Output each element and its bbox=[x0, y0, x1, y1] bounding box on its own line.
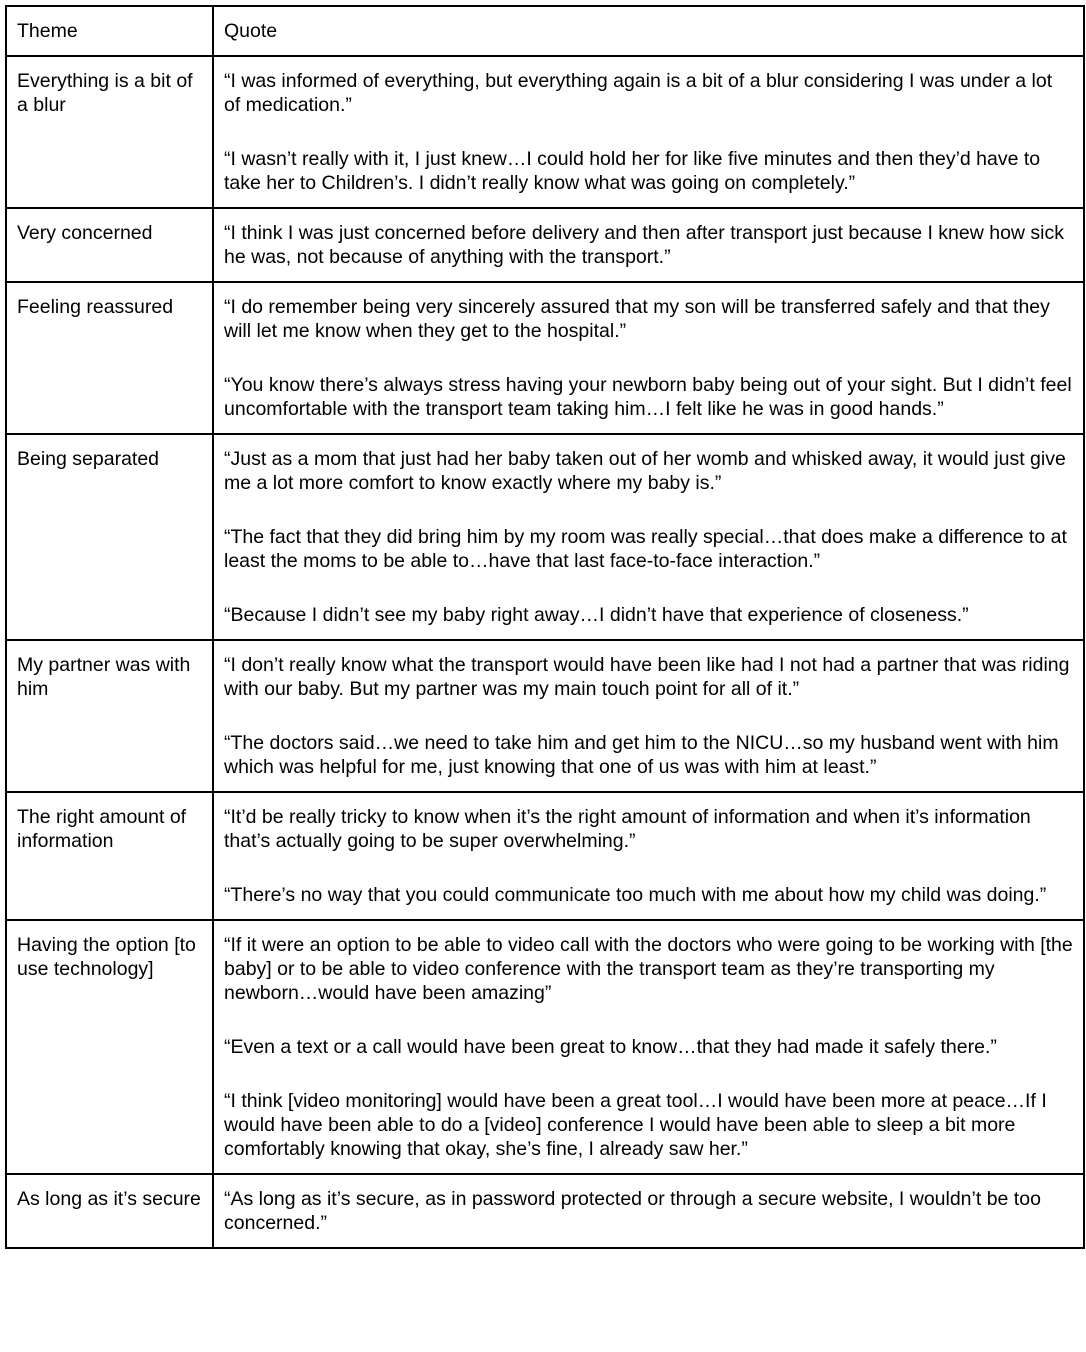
quote-text: “The doctors said…we need to take him and get him to the NICU…so my husband went with him which was helpful for me, just knowing that one of us was with him at least.” bbox=[224, 732, 1059, 778]
table-row bbox=[6, 1174, 1084, 1248]
quote-text: “Even a text or a call would have been great to know…that they had made it safely there.” bbox=[224, 1036, 997, 1058]
quote-text: “I was informed of everything, but everything again is a bit of a blur considering I was under a lot of medication.” bbox=[224, 70, 1053, 116]
quote-text: “You know there’s always stress having your newborn baby being out of your sight. But I didn’t feel uncomfortable with the transport team taking him…I felt like he was in good hands.” bbox=[224, 374, 1072, 420]
quote-cell bbox=[213, 640, 1084, 792]
theme-cell bbox=[6, 1174, 213, 1248]
table-row bbox=[6, 434, 1084, 640]
quote-cell bbox=[213, 1174, 1084, 1248]
header-quote-label: Quote bbox=[224, 20, 278, 42]
table-row bbox=[6, 640, 1084, 792]
theme-cell bbox=[6, 434, 213, 640]
header-theme bbox=[6, 6, 213, 56]
quote-cell bbox=[213, 56, 1084, 208]
quote-cell bbox=[213, 282, 1084, 434]
theme-cell bbox=[6, 920, 213, 1174]
theme-text: Very concerned bbox=[17, 222, 153, 244]
theme-text: Having the option [to use technology] bbox=[17, 934, 196, 980]
header-row bbox=[6, 6, 1084, 56]
header-quote bbox=[213, 6, 1084, 56]
theme-text: My partner was with him bbox=[17, 654, 191, 700]
quote-cell bbox=[213, 920, 1084, 1174]
table-row bbox=[6, 792, 1084, 920]
table-row bbox=[6, 208, 1084, 282]
theme-cell bbox=[6, 282, 213, 434]
header-theme-label: Theme bbox=[17, 20, 78, 42]
theme-text: Everything is a bit of a blur bbox=[17, 70, 193, 116]
themes-quotes-table bbox=[5, 5, 1085, 1249]
quote-text: “I do remember being very sincerely assured that my son will be transferred safely and that they will let me know when they get to the hospital.” bbox=[224, 296, 1050, 342]
quote-text: “If it were an option to be able to video call with the doctors who were going to be working with [the baby] or to be able to video conference with the transport team as they’re transporting my newborn…would have been amazing” bbox=[224, 934, 1073, 1004]
theme-text: The right amount of information bbox=[17, 806, 187, 852]
quote-text: “As long as it’s secure, as in password protected or through a secure website, I wouldn’t be too concerned.” bbox=[224, 1188, 1041, 1234]
themes-quotes-table-container bbox=[5, 5, 1083, 1249]
quote-text: “The fact that they did bring him by my room was really special…that does make a difference to at least the moms to be able to…have that last face-to-face interaction.” bbox=[224, 526, 1067, 572]
quote-text: “I think I was just concerned before delivery and then after transport just because I knew how sick he was, not because of anything with the transport.” bbox=[224, 222, 1065, 268]
quote-text: “I don’t really know what the transport would have been like had I not had a partner that was riding with our baby. But my partner was my main touch point for all of it.” bbox=[224, 654, 1070, 700]
theme-text: Feeling reassured bbox=[17, 296, 174, 318]
theme-cell bbox=[6, 208, 213, 282]
quote-text: “It’d be really tricky to know when it’s the right amount of information and when it’s information that’s actually going to be super overwhelming.” bbox=[224, 806, 1031, 852]
quote-text: “I think [video monitoring] would have been a great tool…I would have been more at peace…If I would have been able to do a [video] conference I would have been able to sleep a bit more comfortably knowing that okay, she’s fine, I already saw her.” bbox=[224, 1090, 1047, 1160]
theme-text: As long as it’s secure bbox=[17, 1188, 201, 1210]
theme-cell bbox=[6, 56, 213, 208]
table-row bbox=[6, 282, 1084, 434]
table-header bbox=[6, 6, 1084, 56]
quote-cell bbox=[213, 792, 1084, 920]
theme-cell bbox=[6, 640, 213, 792]
quote-text: “I wasn’t really with it, I just knew…I could hold her for like five minutes and then they’d have to take her to Children’s. I didn’t really know what was going on completely.” bbox=[224, 148, 1041, 194]
quote-cell bbox=[213, 434, 1084, 640]
quote-cell bbox=[213, 208, 1084, 282]
table-row bbox=[6, 56, 1084, 208]
theme-text: Being separated bbox=[17, 448, 160, 470]
quote-text: “Just as a mom that just had her baby taken out of her womb and whisked away, it would just give me a lot more comfort to know exactly where my baby is.” bbox=[224, 448, 1066, 494]
theme-cell bbox=[6, 792, 213, 920]
quote-text: “Because I didn’t see my baby right away…I didn’t have that experience of closeness.” bbox=[224, 604, 969, 626]
table-row bbox=[6, 920, 1084, 1174]
quote-text: “There’s no way that you could communicate too much with me about how my child was doing.” bbox=[224, 884, 1047, 906]
table-body bbox=[6, 56, 1084, 1248]
